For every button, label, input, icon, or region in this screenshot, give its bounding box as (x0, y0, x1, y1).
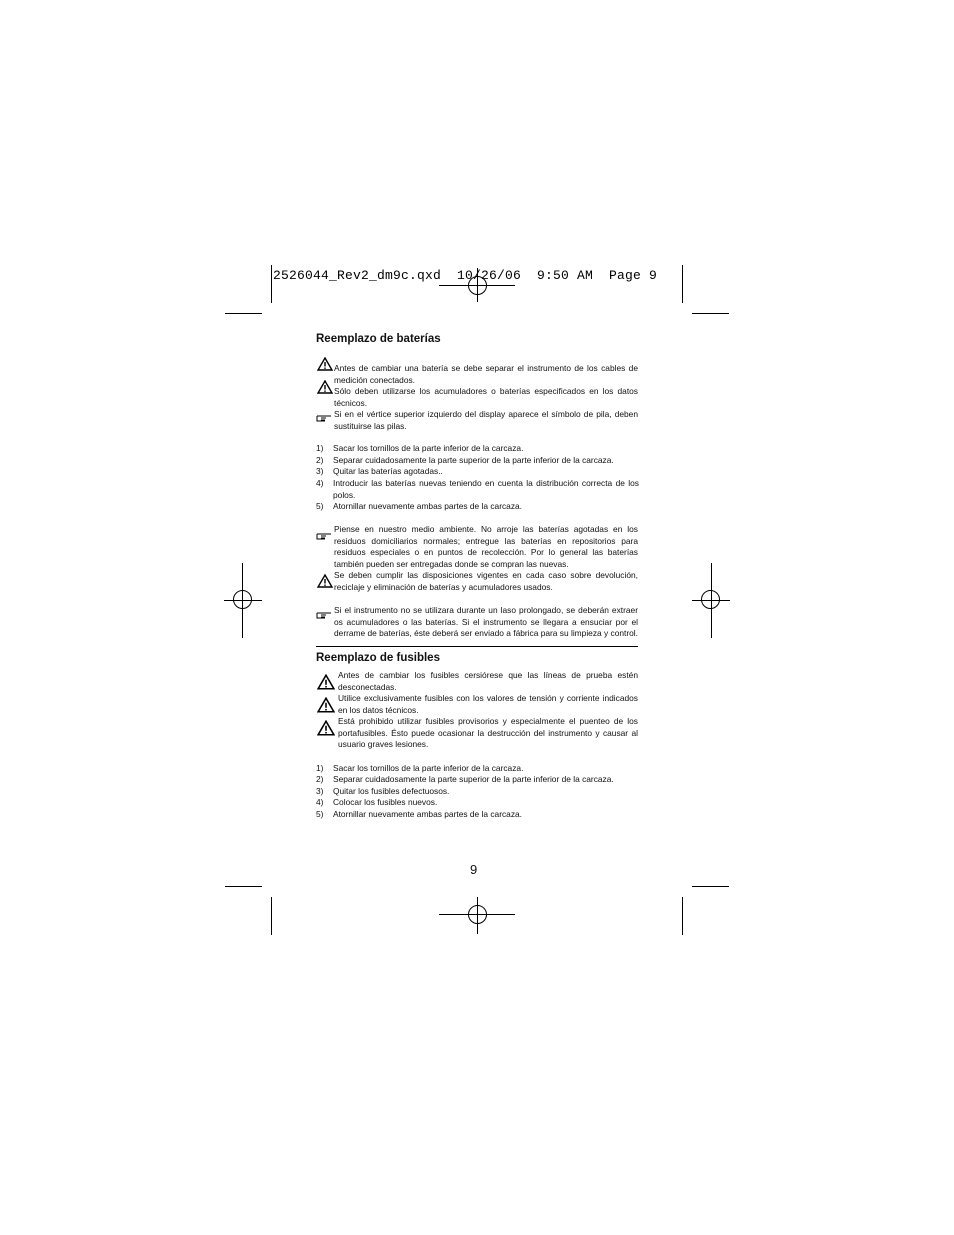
battery-note-1: Antes de cambiar una batería se debe separar el instrumento de los cables de medición conectados. (334, 363, 638, 385)
registration-mark-left-circle (233, 590, 252, 609)
battery-step: Separar cuidadosamente la parte superior de la parte inferior de la carcaza. (333, 455, 614, 465)
warning-icon (317, 720, 335, 736)
pointing-hand-icon (316, 531, 332, 541)
battery-step: Sacar los tornillos de la parte inferior de la carcaza. (333, 443, 524, 453)
warning-icon (317, 380, 333, 394)
crop-mark-bottom-right-vertical (682, 897, 683, 935)
pointing-hand-icon (316, 610, 332, 620)
warning-icon (317, 574, 333, 588)
fuse-step: Sacar los tornillos de la parte inferior de la carcaza. (333, 763, 524, 773)
print-slug: 2526044_Rev2_dm9c.qxd 10/26/06 9:50 AM Page 9 (273, 268, 658, 283)
crop-mark-top-left-horizontal (225, 313, 262, 314)
section-heading-fuses: Reemplazo de fusibles (316, 652, 440, 664)
fuse-step-number: 4) (316, 797, 324, 807)
fuse-note-2: Utilice exclusivamente fusibles con los valores de tensión y corriente indicados en los datos técnicos. (338, 693, 638, 715)
fuse-step: Quitar los fusibles defectuosos. (333, 786, 450, 796)
battery-storage-note: Si el instrumento no se utilizara durante un laso prolongado, se deberán extraer os acumuladores o las baterías. Si el instrumento se llegara a ensuciar por el derrame de baterías, éste deberá ser enviado a fábrica para su limpieza y control. (334, 605, 638, 638)
fuse-note-1: Antes de cambiar los fusibles cersiórese que las líneas de prueba estén desconectadas. (338, 670, 638, 692)
fuse-step-number: 5) (316, 809, 324, 819)
battery-note-3: Si en el vértice superior izquierdo del display aparece el símbolo de pila, deben sustituirse las pilas. (334, 409, 638, 431)
registration-mark-right-circle (701, 590, 720, 609)
crop-mark-bottom-left-vertical (271, 897, 272, 935)
battery-step-number: 5) (316, 501, 324, 511)
battery-step-number: 3) (316, 466, 324, 476)
warning-icon (317, 357, 333, 371)
page-number: 9 (470, 862, 478, 877)
battery-environment-note: Piense en nuestro medio ambiente. No arroje las baterías agotadas en los residuos domiciliarios normales; entregue las baterías en repositorios para residuos especiales o en puntos de recolección. Por lo general las baterías también pueden ser entregadas donde se compran las nuevas. (334, 524, 638, 569)
crop-mark-top-left-vertical (271, 265, 272, 303)
fuse-step-number: 1) (316, 763, 324, 773)
battery-note-2: Sólo deben utilizarse los acumuladores o baterías especificados en los datos técnicos. (334, 386, 638, 408)
pointing-hand-icon (316, 413, 332, 423)
section-divider (316, 646, 638, 647)
crop-mark-bottom-left-horizontal (225, 886, 262, 887)
fuse-note-3: Está prohibido utilizar fusibles provisorios y especialmente el puenteo de los portafusibles. Ésto puede ocasionar la destrucción del instrumento y causar al usuario graves lesiones. (338, 716, 638, 749)
battery-step: Quitar las baterías agotadas.. (333, 466, 443, 476)
battery-step: Introducir las baterías nuevas teniendo en cuenta la distribución correcta de los polos. (333, 478, 639, 500)
fuse-step: Separar cuidadosamente la parte superior de la parte inferior de la carcaza. (333, 774, 614, 784)
battery-step: Atornillar nuevamente ambas partes de la carcaza. (333, 501, 523, 511)
crop-mark-top-right-vertical (682, 265, 683, 303)
warning-icon (317, 697, 335, 713)
battery-step-number: 2) (316, 455, 324, 465)
warning-icon (317, 674, 335, 690)
fuse-step-number: 2) (316, 774, 324, 784)
fuse-step: Atornillar nuevamente ambas partes de la carcaza. (333, 809, 523, 819)
battery-step-number: 4) (316, 478, 324, 488)
section-heading-batteries: Reemplazo de baterías (316, 333, 441, 345)
registration-mark-bottom-circle (468, 905, 487, 924)
battery-step-number: 1) (316, 443, 324, 453)
fuse-step-number: 3) (316, 786, 324, 796)
crop-mark-bottom-right-horizontal (692, 886, 729, 887)
battery-disposal-note: Se deben cumplir las disposiciones vigentes en cada caso sobre devolución, reciclaje y eliminación de baterías y acumuladores usados. (334, 570, 638, 592)
fuse-step: Colocar los fusibles nuevos. (333, 797, 438, 807)
crop-mark-top-right-horizontal (692, 313, 729, 314)
